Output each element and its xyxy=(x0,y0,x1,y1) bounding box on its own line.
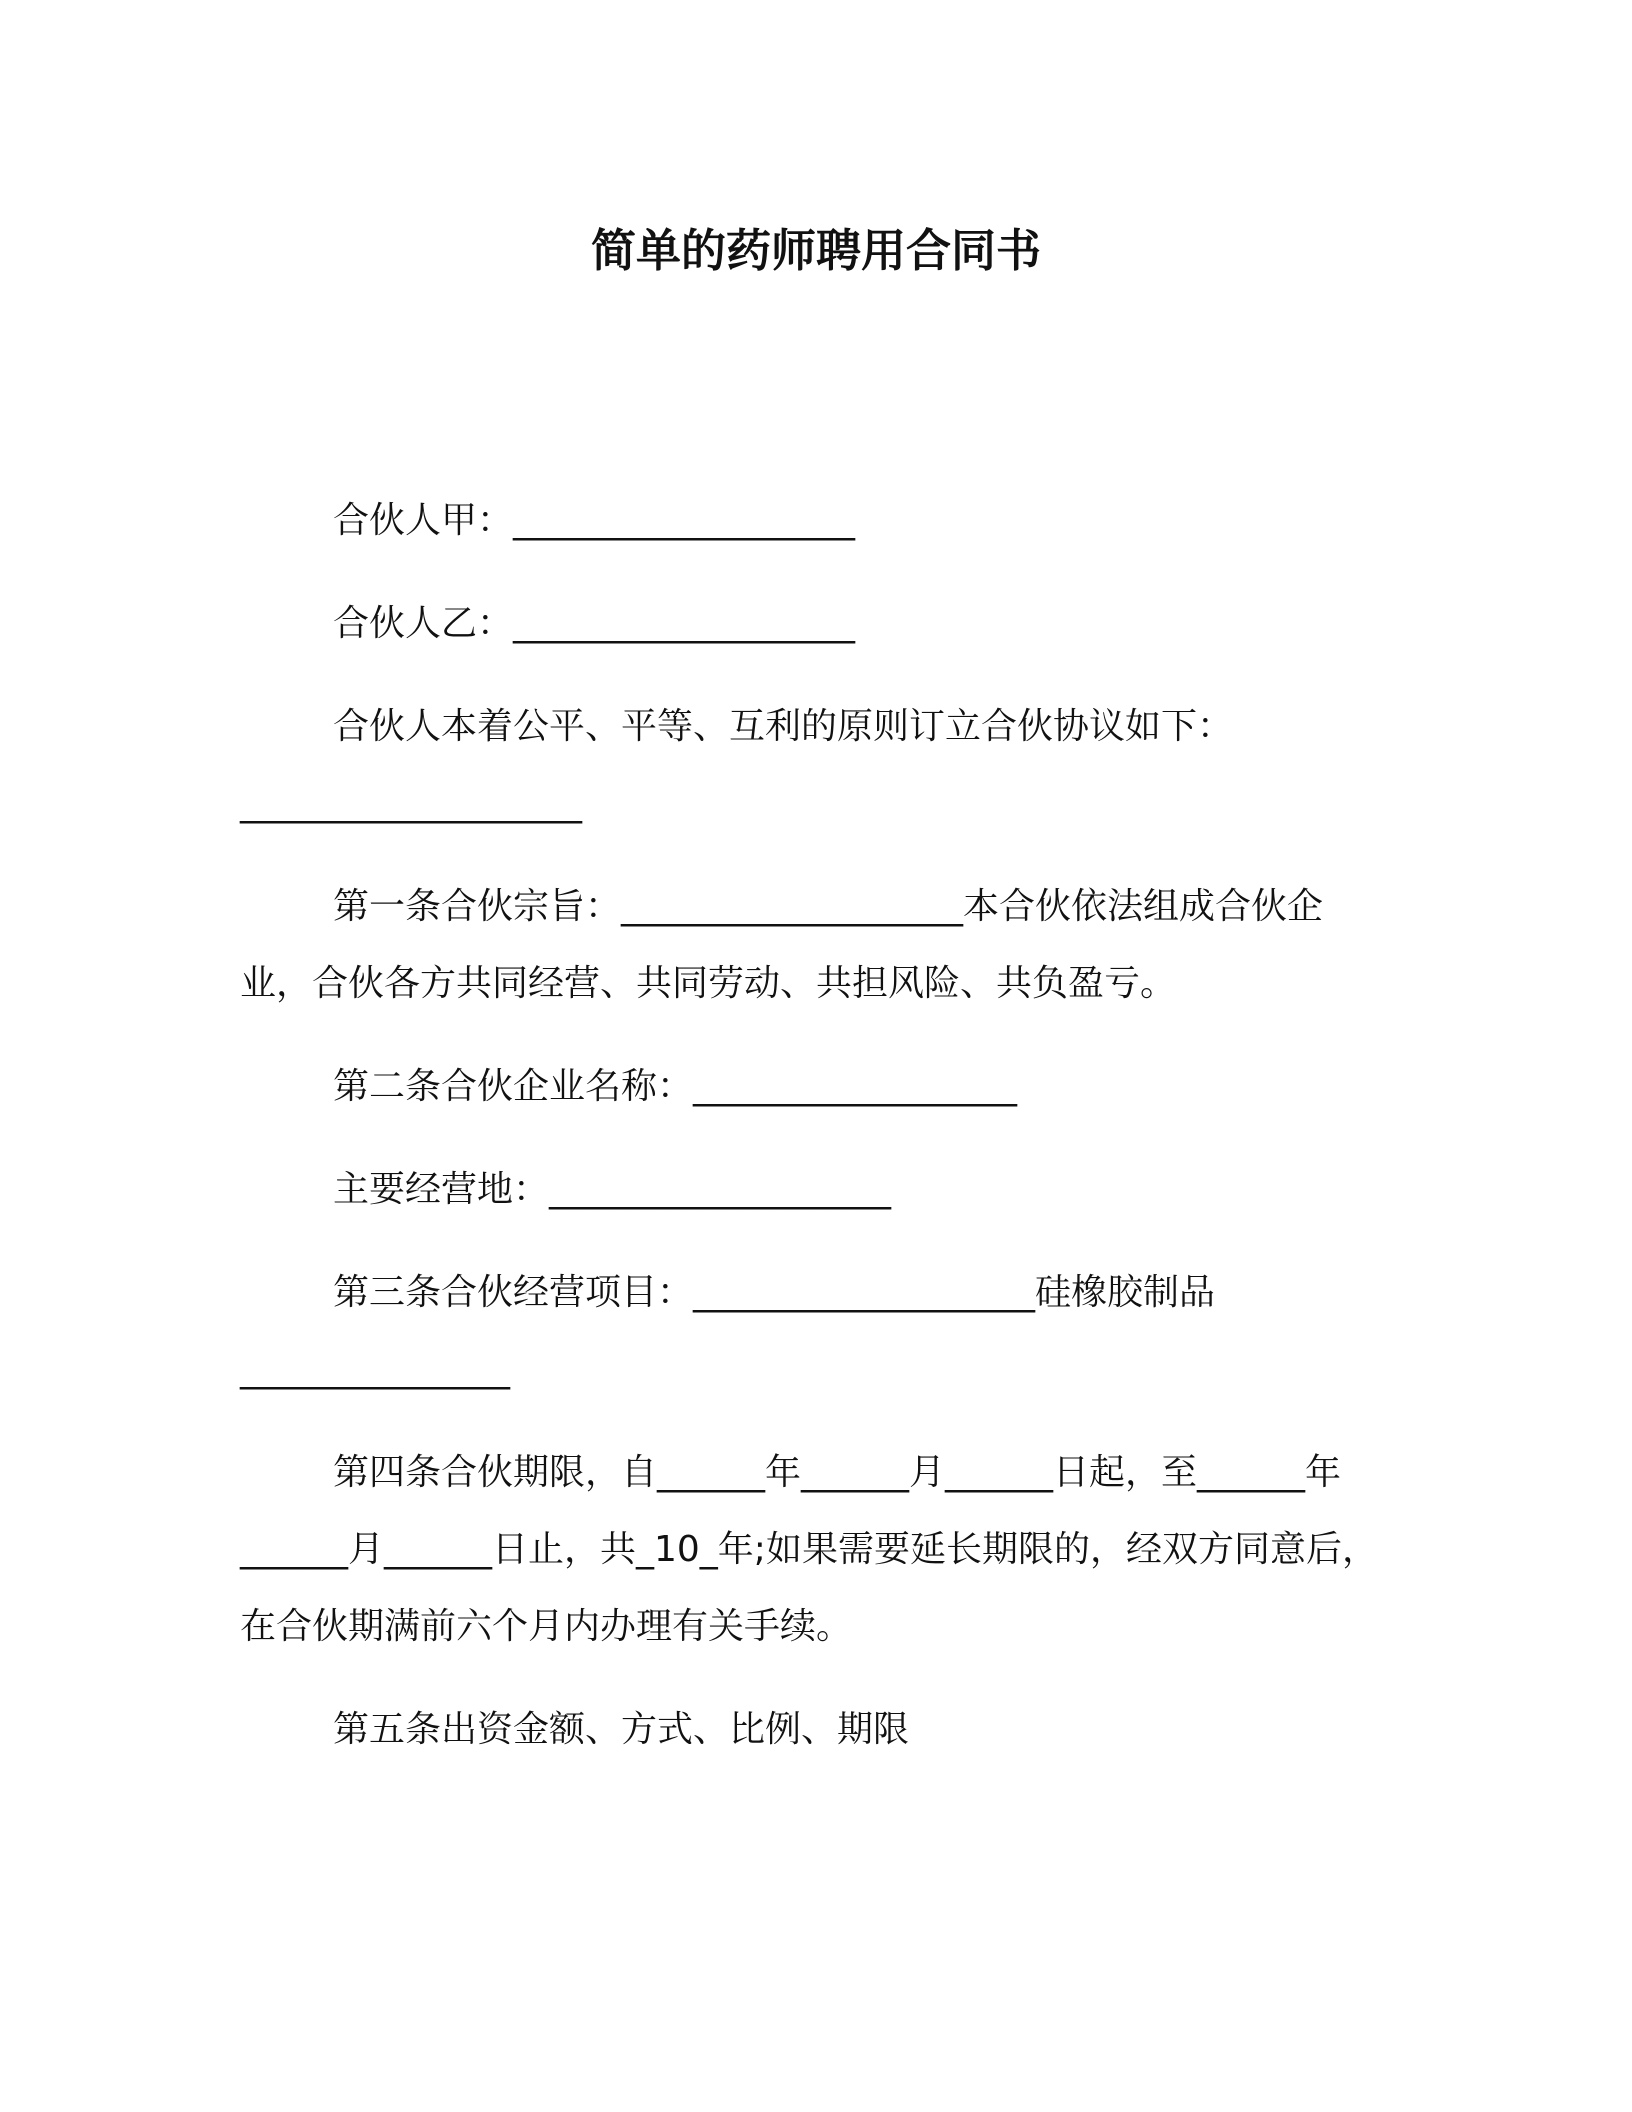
preamble-line: 合伙人本着公平、平等、互利的原则订立合伙协议如下： xyxy=(333,706,1234,747)
preamble-paragraph xyxy=(240,688,1400,842)
article-2-enterprise-name xyxy=(240,1048,1400,1125)
article-5-line: 第五条出资金额、方式、比例、期限 xyxy=(333,1709,910,1750)
article-3-line: 第三条合伙经营项目：___________________硅橡胶制品 xyxy=(333,1272,1216,1313)
article-1-line: 第一条合伙宗旨：___________________本合伙依法组成合伙企 xyxy=(333,886,1324,927)
document-title: 简单的药师聘用合同书 xyxy=(590,224,1041,277)
article-1-line: 业，合伙各方共同经营、共同劳动、共担风险、共负盈亏。 xyxy=(240,963,1177,1004)
article-1-purpose xyxy=(240,868,1400,1022)
document-body xyxy=(240,482,1400,1794)
partner-a-line: 合伙人甲：___________________ xyxy=(333,500,856,541)
partner-b-line: 合伙人乙：___________________ xyxy=(333,603,856,644)
partner-b-paragraph xyxy=(240,585,1400,662)
article-4-line: 在合伙期满前六个月内办理有关手续。 xyxy=(240,1606,853,1647)
main-business-location xyxy=(240,1151,1400,1228)
article-5-capital xyxy=(240,1691,1400,1768)
article-4-line: 第四条合伙期限，自______年______月______日起，至______年 xyxy=(333,1452,1342,1493)
main-location-line: 主要经营地：___________________ xyxy=(333,1169,892,1210)
article-3-business-scope xyxy=(240,1254,1400,1408)
article-3-line: _______________ xyxy=(240,1349,510,1390)
preamble-line: ___________________ xyxy=(240,783,582,824)
partner-a-paragraph xyxy=(240,482,1400,559)
article-4-term xyxy=(240,1434,1400,1665)
article-2-line: 第二条合伙企业名称：__________________ xyxy=(333,1066,1018,1107)
article-4-line: ______月______日止，共_10_年;如果需要延长期限的，经双方同意后， xyxy=(240,1529,1378,1570)
